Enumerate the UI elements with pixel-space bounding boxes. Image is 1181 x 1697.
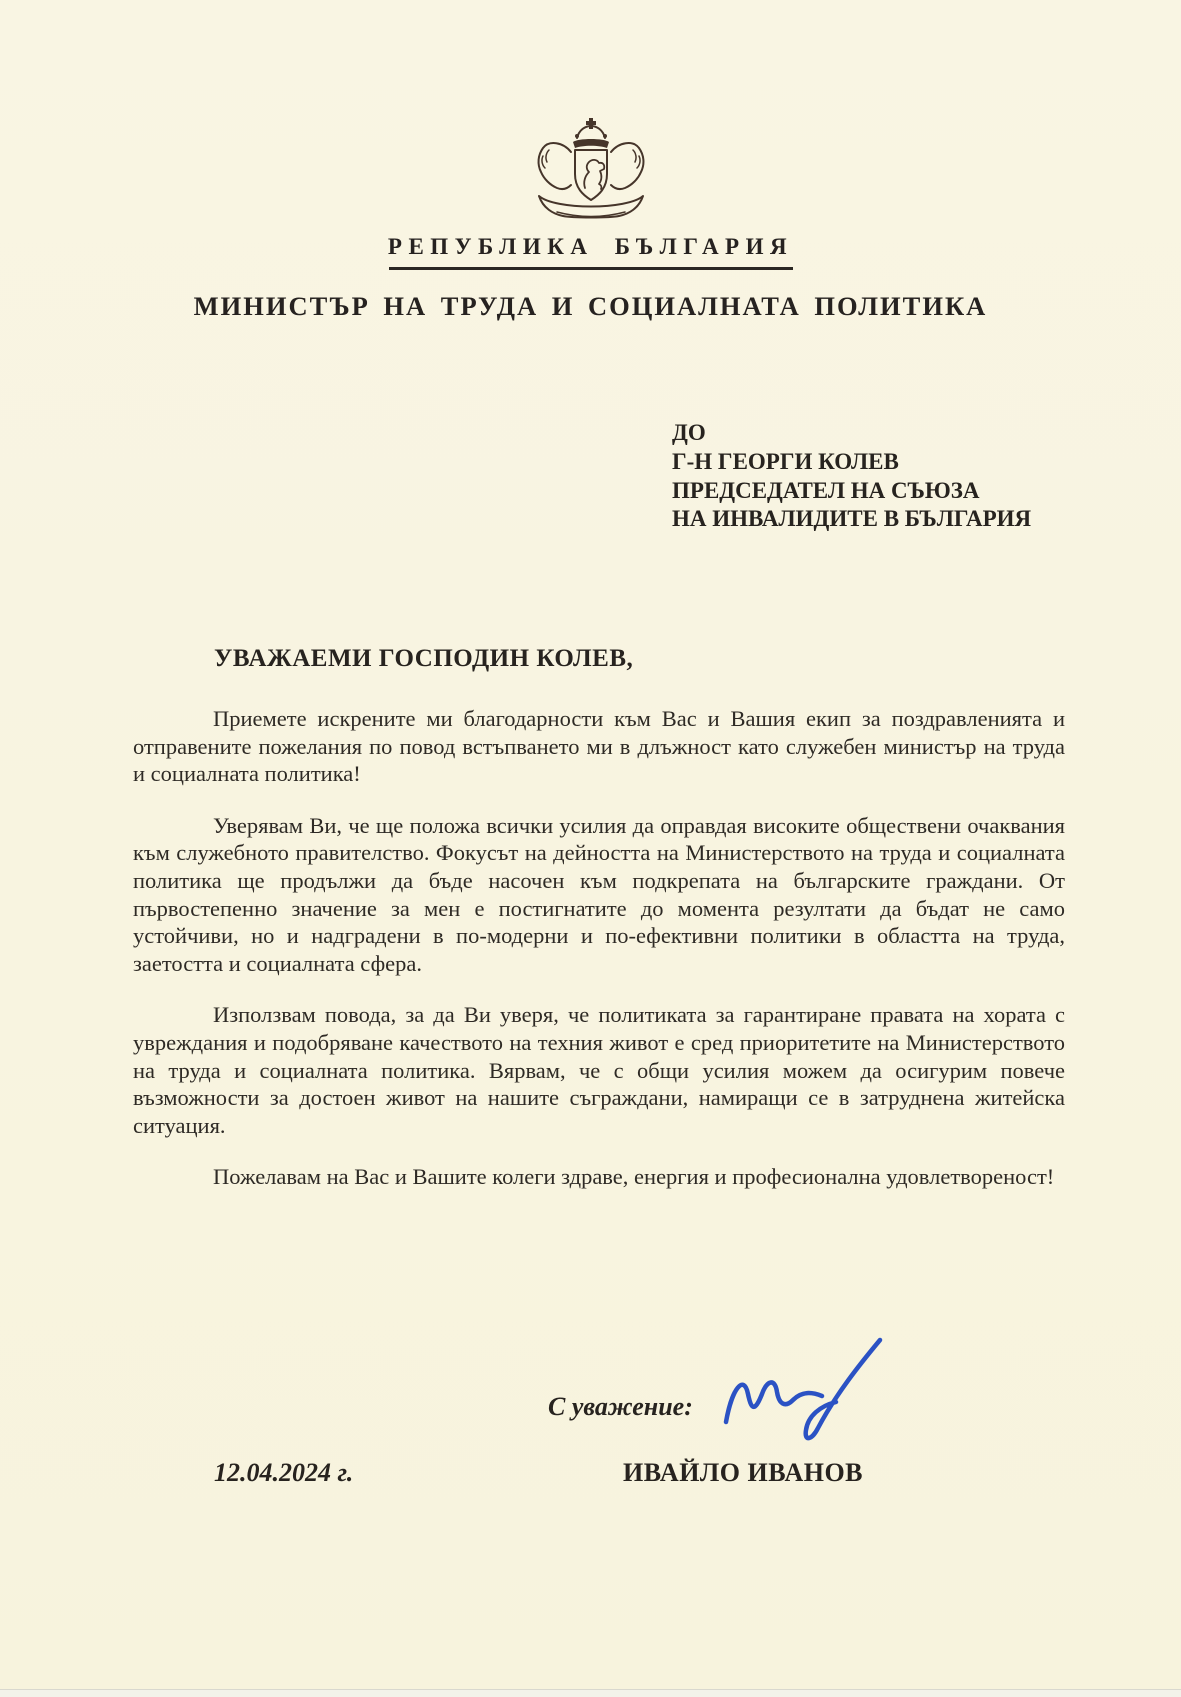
ministry-title: МИНИСТЪР НА ТРУДА И СОЦИАЛНАТА ПОЛИТИКА: [193, 291, 988, 321]
scan-edge-artifact: [0, 1689, 1181, 1697]
body-paragraph: Пожелавам на Вас и Вашите колеги здраве, енергия и професионална удовлетвореност!: [213, 1164, 1055, 1190]
signature-icon: [712, 1330, 890, 1454]
country-title: РЕПУБЛИКА БЪЛГАРИЯ: [387, 234, 794, 259]
letter-body: [133, 705, 1065, 1215]
signatory-name: ИВАЙЛО ИВАНОВ: [623, 1458, 864, 1487]
letter-date: 12.04.2024 г.: [214, 1458, 354, 1487]
recipient-line: ПРЕДСЕДАТЕЛ НА СЪЮЗА: [672, 477, 980, 503]
valediction: С уважение:: [548, 1392, 693, 1421]
salutation: УВАЖАЕМИ ГОСПОДИН КОЛЕВ,: [214, 645, 634, 672]
recipient-block: [672, 419, 1031, 534]
bulgarian-coat-of-arms-icon: [513, 116, 669, 228]
header-rule: [389, 267, 793, 270]
recipient-line: ДО: [672, 420, 706, 445]
body-paragraph: Уверявам Ви, че ще положа всички усилия да оправдая високите обществени очаквания към служебното правителство. Фокусът на дейността на Министерството на труда и социалната политика ще продължи да бъде насочен към подкрепата на българските граждани. От първостепенно значение за мен е постигнатите до момента резултати да бъдат не само устойчиви, но и надградени в по-модерни и по-ефективни политики в областта на труда, заетостта и социалната сфера.: [133, 812, 1065, 976]
recipient-line: Г-Н ГЕОРГИ КОЛЕВ: [672, 448, 899, 474]
recipient-line: НА ИНВАЛИДИТЕ В БЪЛГАРИЯ: [672, 506, 1032, 532]
body-paragraph: Приемете искрените ми благодарности към Вас и Вашия екип за поздравленията и отправените пожелания по повод встъпването ми в длъжност като служебен министър на труда и социалната политика!: [133, 706, 1065, 787]
body-paragraph: Използвам повода, за да Ви уверя, че политиката за гарантиране правата на хората с увреждания и подобряване качеството на техния живот е сред приоритетите на Министерството на труда и социалната политика. Вярвам, че с общи усилия можем да осигурим повече възможности за достоен живот на нашите съграждани, намиращи се в затруднена житейска ситуация.: [133, 1002, 1065, 1138]
